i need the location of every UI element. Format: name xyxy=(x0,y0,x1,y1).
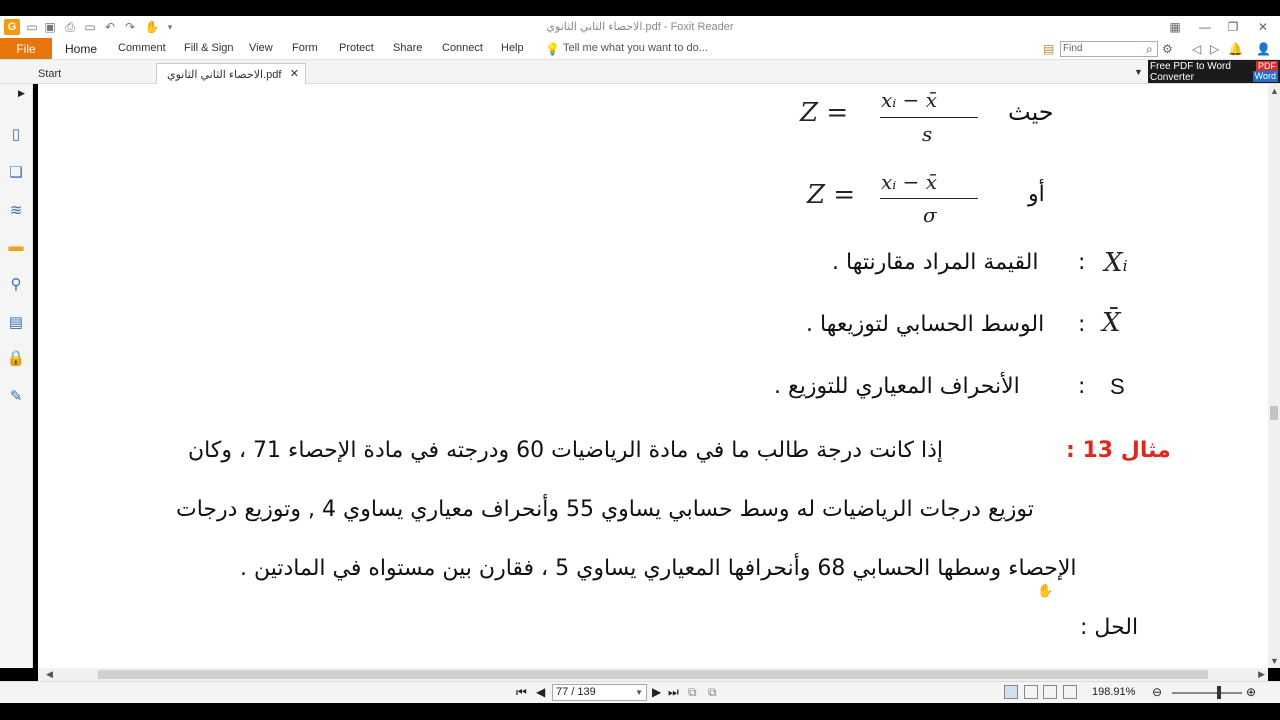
title-bar xyxy=(0,16,1280,38)
definition-symbol-xi: Xᵢ xyxy=(1104,248,1128,278)
menu-share[interactable]: Share xyxy=(393,42,423,54)
ribbon-menu xyxy=(0,38,1280,60)
lightbulb-icon: 💡 xyxy=(545,42,560,56)
user-icon[interactable]: 👤 xyxy=(1256,42,1271,56)
menu-form[interactable]: Form xyxy=(292,42,318,54)
formula2-numerator: xᵢ − x̄ xyxy=(881,170,938,194)
tab-document-label: الاحصاء الثاني الثانوي.pdf xyxy=(167,68,282,81)
status-bar xyxy=(0,681,1280,703)
find-input[interactable]: Find xyxy=(1060,41,1158,57)
menu-fill-sign[interactable]: Fill & Sign xyxy=(184,42,234,54)
menu-connect[interactable]: Connect xyxy=(442,42,483,54)
next-page-icon[interactable]: ▶ xyxy=(652,685,662,699)
save-icon[interactable]: ▣ xyxy=(44,20,56,34)
signature-icon[interactable]: ▤ xyxy=(8,314,24,331)
prev-result-icon[interactable]: ◁ xyxy=(1192,42,1202,56)
formula2-label: أو xyxy=(1028,182,1045,207)
gear-icon[interactable]: ⚙ xyxy=(1162,42,1173,56)
foxit-logo-icon[interactable]: G xyxy=(4,19,20,35)
tell-me-search[interactable]: Tell me what you want to do... xyxy=(563,42,708,54)
definition-sep: : xyxy=(1078,374,1086,399)
example-line-3: الإحصاء وسطها الحسابي 68 وأنحرافها المعياري يساوي 5 ، فقارن بين مستواه في المادتين . xyxy=(240,556,1077,581)
zoom-slider-thumb[interactable] xyxy=(1217,686,1221,699)
definition-text-xbar: الوسط الحسابي لتوزيعها . xyxy=(806,312,1045,337)
navigation-panel xyxy=(0,84,33,668)
ad-word-badge: Word xyxy=(1254,71,1276,81)
pdf-to-word-ad[interactable] xyxy=(1148,60,1280,83)
bell-icon[interactable]: 🔔 xyxy=(1228,42,1243,56)
document-tab-bar xyxy=(0,60,1280,84)
definition-sep: : xyxy=(1078,312,1086,337)
scroll-left-icon[interactable]: ◀ xyxy=(46,669,53,679)
continuous-view-icon[interactable] xyxy=(1024,685,1038,699)
vertical-scroll-thumb[interactable] xyxy=(1270,406,1278,420)
solution-label: الحل : xyxy=(1080,615,1139,640)
first-page-icon[interactable]: ⏮ xyxy=(516,685,527,699)
menu-help[interactable]: Help xyxy=(501,42,524,54)
definition-sep: : xyxy=(1078,250,1086,275)
layers-icon[interactable]: ≋ xyxy=(9,202,23,219)
hand-cursor-icon: ✋ xyxy=(1037,584,1054,599)
zoom-slider-track[interactable] xyxy=(1172,692,1242,694)
definition-symbol-s: S xyxy=(1110,374,1125,399)
page-thumbnails-icon[interactable]: ❏ xyxy=(9,164,23,181)
example-line-2: توزيع درجات الرياضيات له وسط حسابي يساوي 55 وأنحراف معياري يساوي 4 , وتوزيع درجات xyxy=(176,497,1034,522)
menu-protect[interactable]: Protect xyxy=(339,42,374,54)
horizontal-scrollbar[interactable] xyxy=(38,668,1268,681)
last-page-icon[interactable]: ⏭ xyxy=(668,685,679,699)
formula1-numerator: xᵢ − x̄ xyxy=(881,88,938,112)
formula1-fraction-line xyxy=(880,117,978,118)
find-folder-icon[interactable]: ▤ xyxy=(1043,42,1055,56)
print-icon[interactable]: ⎙ xyxy=(65,19,75,34)
example-label: مثال 13 : xyxy=(1066,438,1171,463)
definition-text-xi: القيمة المراد مقارنتها . xyxy=(832,250,1039,275)
search-icon[interactable]: ⌕ xyxy=(1146,42,1153,56)
file-tab[interactable]: File xyxy=(0,38,52,59)
scroll-up-icon[interactable]: ▲ xyxy=(1270,86,1279,96)
horizontal-scroll-thumb[interactable] xyxy=(98,670,1208,679)
tools-icon[interactable]: ✎ xyxy=(9,388,23,405)
single-page-view-icon[interactable] xyxy=(1004,685,1018,699)
previous-page-icon[interactable]: ◀ xyxy=(536,685,546,699)
zoom-out-icon[interactable]: ⊖ xyxy=(1152,685,1163,699)
formula1-denominator: s xyxy=(922,122,933,146)
ad-pdf-badge: PDF xyxy=(1258,61,1276,71)
menu-home[interactable]: Home xyxy=(65,42,98,56)
document-page xyxy=(38,84,1268,668)
page-dropdown-icon[interactable]: ▼ xyxy=(635,688,643,697)
formula2-lhs: Z = xyxy=(807,180,856,210)
ad-line1: Free PDF to Word xyxy=(1150,61,1231,72)
restore-panels-icon[interactable]: ▦ xyxy=(1169,20,1181,34)
menu-comment[interactable]: Comment xyxy=(118,42,166,54)
menu-view[interactable]: View xyxy=(249,42,273,54)
formula2-denominator: σ xyxy=(923,203,937,227)
expand-panel-icon[interactable]: ▶ xyxy=(18,88,25,98)
tab-start[interactable]: Start xyxy=(38,67,62,80)
page-number-input[interactable] xyxy=(552,684,647,701)
dropdown-arrow-icon[interactable]: ▼ xyxy=(1134,67,1143,77)
zoom-in-icon[interactable]: ⊕ xyxy=(1246,685,1257,699)
ad-line2: Converter xyxy=(1150,72,1194,83)
scroll-down-icon[interactable]: ▼ xyxy=(1270,656,1279,666)
window-title: الاحصاء الثاني الثانوي.pdf - Foxit Reader xyxy=(546,21,734,33)
hand-tool-icon[interactable]: ✋ xyxy=(144,20,160,34)
blank-page-icon[interactable]: ▭ xyxy=(84,20,96,34)
vertical-scrollbar[interactable] xyxy=(1268,84,1280,668)
open-folder-icon[interactable]: ▭ xyxy=(26,20,38,34)
page-number-text: 77 / 139 xyxy=(556,686,596,698)
comments-icon[interactable]: ▬ xyxy=(8,237,24,255)
attachment-icon[interactable]: ⚲ xyxy=(10,276,22,293)
zoom-level[interactable]: 198.91% xyxy=(1092,686,1136,698)
close-tab-icon[interactable]: ✕ xyxy=(289,68,299,80)
example-line-1: إذا كانت درجة طالب ما في مادة الرياضيات 60 ودرجته في مادة الإحصاء 71 ، وكان xyxy=(188,438,944,463)
tab-document[interactable] xyxy=(156,63,306,84)
continuous-facing-view-icon[interactable] xyxy=(1063,685,1077,699)
redo-icon[interactable]: ↷ xyxy=(124,20,136,34)
lock-icon[interactable]: 🔒 xyxy=(6,350,26,367)
next-result-icon[interactable]: ▷ xyxy=(1210,42,1220,56)
next-view-icon[interactable]: ⧉ xyxy=(708,685,717,699)
definition-text-s: الأنحراف المعياري للتوزيع . xyxy=(774,374,1020,399)
minimize-button[interactable]: — xyxy=(1199,20,1211,34)
undo-icon[interactable]: ↶ xyxy=(104,20,116,34)
formula2-fraction-line xyxy=(880,198,978,199)
scroll-right-icon[interactable]: ▶ xyxy=(1258,669,1265,679)
definition-symbol-xbar: X̄ xyxy=(1102,308,1121,338)
close-window-button[interactable]: ✕ xyxy=(1257,20,1269,34)
facing-view-icon[interactable] xyxy=(1043,685,1057,699)
maximize-button[interactable]: ❐ xyxy=(1227,20,1239,34)
customize-quick-access-icon[interactable]: ▾ xyxy=(167,21,173,32)
formula1-lhs: Z = xyxy=(800,98,849,128)
bookmark-icon[interactable]: ▯ xyxy=(11,126,21,143)
formula1-label: حيث xyxy=(1008,98,1054,126)
previous-view-icon[interactable]: ⧉ xyxy=(688,685,697,699)
